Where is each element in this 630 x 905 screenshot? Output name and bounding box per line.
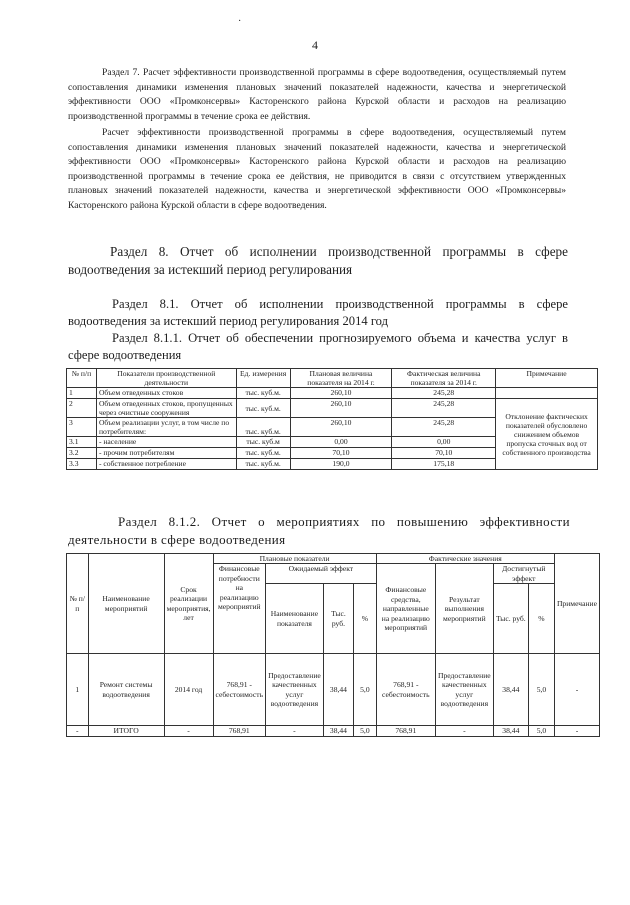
row-indicator: - прочим потребителям — [96, 448, 236, 459]
header-unit: Ед. измерения — [236, 369, 290, 388]
row-rub: 38,44 — [323, 654, 353, 726]
row-unit: тыс. куб.м — [236, 437, 290, 448]
row-unit: тыс. куб.м. — [236, 418, 290, 437]
row-result: Предоставление качественных услуг водоотведения — [435, 654, 493, 726]
header-term: Срок реализации мероприятия, лет — [164, 554, 213, 654]
header-note: Примечание — [554, 554, 599, 654]
row-num: 3.2 — [67, 448, 97, 459]
row-unit: тыс. куб.м. — [236, 399, 290, 418]
row-unit: тыс. куб.м. — [236, 388, 290, 399]
row-term: 2014 год — [164, 654, 213, 726]
total-note: - — [554, 726, 599, 736]
row-indicator: Объем реализации услуг, в том числе по потребителям: — [96, 418, 236, 437]
section-8-1-2-heading: Раздел 8.1.2. Отчет о мероприятиях по повышению эффективности деятельности в сфере водоотведения — [68, 514, 570, 547]
row-planned: 0,00 — [290, 437, 392, 448]
row-indicator: Объем отведенных стоков — [96, 388, 236, 399]
row-actual: 175,18 — [392, 459, 496, 470]
header-planned: Плановая величина показателя на 2014 г. — [290, 369, 392, 388]
header-expected-effect: Ожидаемый эффект — [266, 564, 377, 584]
row-num: 3 — [67, 418, 97, 437]
header-thous-rub: Тыс. руб. — [323, 584, 353, 654]
header-num: № п/п — [67, 554, 89, 654]
total-label: ИТОГО — [88, 726, 164, 736]
table-row — [67, 388, 598, 399]
table-row — [67, 654, 600, 726]
row-unit: тыс. куб.м. — [236, 448, 290, 459]
header-note: Примечание — [496, 369, 598, 388]
total-rub-2: 38,44 — [493, 726, 528, 736]
row-indicator: - собственное потребление — [96, 459, 236, 470]
header-result: Результат выполнения мероприятий — [435, 564, 493, 654]
row-fin-need: 768,91 - себестоимость — [213, 654, 266, 726]
row-num: 2 — [67, 399, 97, 418]
table-header-row — [67, 554, 600, 564]
row-indicator: Объем отведенных стоков, пропущенных через очистные сооружения — [96, 399, 236, 418]
row-pct: 5,0 — [354, 654, 377, 726]
row-actual: 245,28 — [392, 418, 496, 437]
total-fin-need: 768,91 — [213, 726, 266, 736]
section-8-1-1-heading: Раздел 8.1.1. Отчет об обеспечении прогнозируемого объема и качества услуг в сфере водоотведения — [68, 331, 568, 362]
total-fin-sources: 768,91 — [376, 726, 435, 736]
row-planned: 260,10 — [290, 399, 392, 418]
row-note-empty — [496, 388, 598, 399]
header-num: № п/п — [67, 369, 97, 388]
page-number: 4 — [312, 38, 318, 52]
row-pct-2: 5,0 — [528, 654, 554, 726]
total-effect-name: - — [266, 726, 324, 736]
row-num: 1 — [67, 388, 97, 399]
row-name: Ремонт системы водоотведения — [88, 654, 164, 726]
table-total-row — [67, 726, 600, 736]
section-7-explanation: Расчет эффективности производственной программы в сфере водоотведения, осуществляемый путем сопоставления динамики изменения плановых значений показателей надежности, качества и энергетической эффективности ООО «Промконсервы» Касторенского района Курской области и расходов на реализацию производственной программы в течение срока ее действия, не приводится в связи с отсутствием утвержденных плановых значений показателей надежности, качества и энергетической эффективности ООО «Промконсервы» Касторенского района Курской области в сфере водоотведения. — [68, 127, 566, 211]
header-planned-group: Плановые показатели — [213, 554, 376, 564]
header-thous-rub-2: Тыс. руб. — [493, 584, 528, 654]
row-unit: тыс. куб.м. — [236, 459, 290, 470]
header-fin-need: Финансовые потребности на реализацию мероприятий — [213, 564, 266, 654]
header-name: Наименование мероприятий — [88, 554, 164, 654]
row-num: 3.1 — [67, 437, 97, 448]
header-percent-2: % — [528, 584, 554, 654]
row-effect-name: Предоставление качественных услуг водоотведения — [266, 654, 324, 726]
table-row — [67, 399, 598, 418]
deviation-note: Отклонение фактических показателей обусловлено снижением объемов пропуска сточных вод от собственного производства — [496, 399, 598, 470]
services-volume-table — [66, 368, 598, 470]
scan-mark: · — [238, 16, 242, 27]
header-achieved-effect: Достигнутый эффект — [493, 564, 554, 584]
row-planned: 70,10 — [290, 448, 392, 459]
total-rub: 38,44 — [323, 726, 353, 736]
header-percent: % — [354, 584, 377, 654]
efficiency-measures-table — [66, 553, 600, 737]
row-actual: 70,10 — [392, 448, 496, 459]
header-fin-sources: Финансовые средства, направленные на реализацию мероприятий — [376, 564, 435, 654]
header-actual: Фактическая величина показателя за 2014 г. — [392, 369, 496, 388]
header-indicator: Показатели производственной деятельности — [96, 369, 236, 388]
row-actual: 0,00 — [392, 437, 496, 448]
section-8-1-heading: Раздел 8.1. Отчет об исполнении производственной программы в сфере водоотведения за истекший период регулирования 2014 год — [68, 297, 568, 328]
row-note: - — [554, 654, 599, 726]
row-fin-sources: 768,91 - себестоимость — [376, 654, 435, 726]
row-num: 1 — [67, 654, 89, 726]
row-planned: 260,10 — [290, 388, 392, 399]
row-num: 3.3 — [67, 459, 97, 470]
total-term: - — [164, 726, 213, 736]
row-rub-2: 38,44 — [493, 654, 528, 726]
table-header-row — [67, 369, 598, 388]
section-8-heading: Раздел 8. Отчет об исполнении производственной программы в сфере водоотведения за истекший период регулирования — [68, 244, 568, 277]
header-effect-name: Наименование показателя — [266, 584, 324, 654]
row-planned: 260,10 — [290, 418, 392, 437]
section-7-paragraph: Раздел 7. Расчет эффективности производственной программы в сфере водоотведения, осуществляемый путем сопоставления динамики изменения плановых значений показателей надежности, качества и энергетической эффективности ООО «Промконсервы» Касторенского района Курской области и расходов на реализацию производственной программы в течение срока ее действия. — [68, 67, 566, 122]
row-planned: 190,0 — [290, 459, 392, 470]
header-actual-group: Фактические значения — [376, 554, 554, 564]
total-pct: 5,0 — [354, 726, 377, 736]
row-indicator: - население — [96, 437, 236, 448]
total-pct-2: 5,0 — [528, 726, 554, 736]
row-actual: 245,28 — [392, 388, 496, 399]
row-actual: 245,28 — [392, 399, 496, 418]
total-result: - — [435, 726, 493, 736]
total-dash: - — [67, 726, 89, 736]
